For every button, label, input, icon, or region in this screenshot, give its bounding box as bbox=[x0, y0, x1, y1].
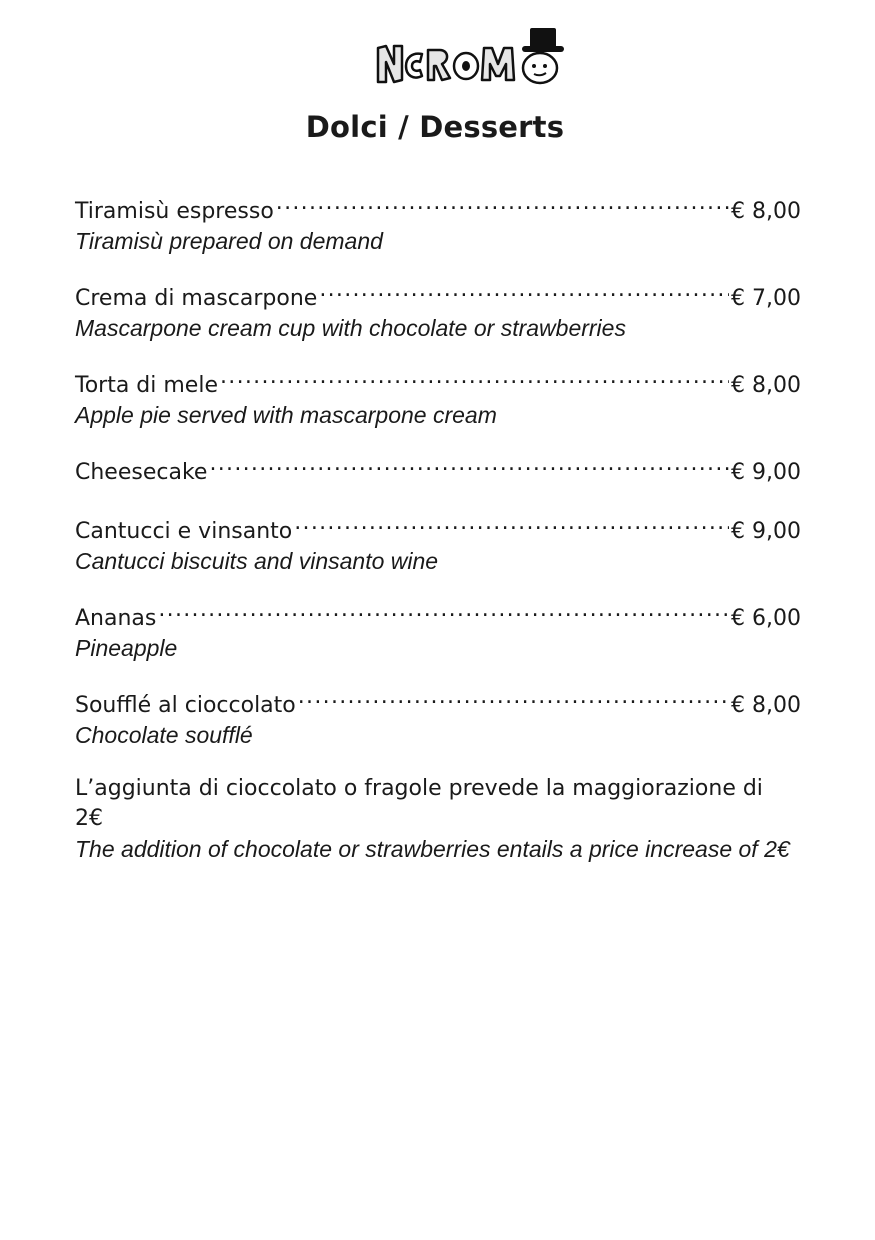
dot-leader bbox=[294, 508, 729, 538]
page-title: Dolci / Desserts bbox=[305, 110, 565, 144]
logo-graphic bbox=[372, 26, 572, 90]
item-price: € 9,00 bbox=[731, 460, 801, 485]
dot-leader bbox=[220, 362, 729, 392]
surcharge-note bbox=[75, 774, 795, 864]
item-description: Apple pie served with mascarpone cream bbox=[75, 402, 497, 428]
item-name: Crema di mascarpone bbox=[75, 286, 318, 311]
item-name: Ananas bbox=[75, 606, 157, 631]
item-description: Tiramisù prepared on demand bbox=[75, 228, 383, 254]
menu-item bbox=[75, 275, 801, 342]
item-price: € 8,00 bbox=[731, 693, 801, 718]
item-name: Torta di mele bbox=[75, 373, 218, 398]
restaurant-logo bbox=[372, 26, 572, 90]
item-name: Soufflé al cioccolato bbox=[75, 693, 296, 718]
dot-leader bbox=[276, 188, 729, 218]
item-name: Cheesecake bbox=[75, 460, 208, 485]
dot-leader bbox=[158, 595, 729, 625]
item-name: Cantucci e vinsanto bbox=[75, 519, 293, 544]
menu-item bbox=[75, 595, 801, 662]
item-description: Mascarpone cream cup with chocolate or strawberries bbox=[75, 315, 626, 341]
item-description: Cantucci biscuits and vinsanto wine bbox=[75, 548, 439, 574]
menu-item bbox=[75, 188, 801, 255]
item-description: Chocolate soufflé bbox=[75, 722, 253, 748]
menu-item bbox=[75, 508, 801, 575]
item-price: € 7,00 bbox=[731, 286, 801, 311]
menu-item bbox=[75, 682, 801, 749]
item-description: Pineapple bbox=[75, 635, 178, 661]
surcharge-note-italian: L’aggiunta di cioccolato o fragole prevede la maggiorazione di 2€ bbox=[75, 776, 763, 831]
dot-leader bbox=[209, 449, 729, 479]
item-price: € 8,00 bbox=[731, 199, 801, 224]
item-price: € 9,00 bbox=[731, 519, 801, 544]
menu-item bbox=[75, 362, 801, 429]
item-price: € 6,00 bbox=[731, 606, 801, 631]
dessert-menu bbox=[75, 188, 801, 769]
menu-item bbox=[75, 449, 801, 488]
item-name: Tiramisù espresso bbox=[75, 199, 274, 224]
item-price: € 8,00 bbox=[731, 373, 801, 398]
surcharge-note-english: The addition of chocolate or strawberries entails a price increase of 2€ bbox=[75, 836, 790, 862]
dot-leader bbox=[319, 275, 729, 305]
dot-leader bbox=[298, 682, 729, 712]
